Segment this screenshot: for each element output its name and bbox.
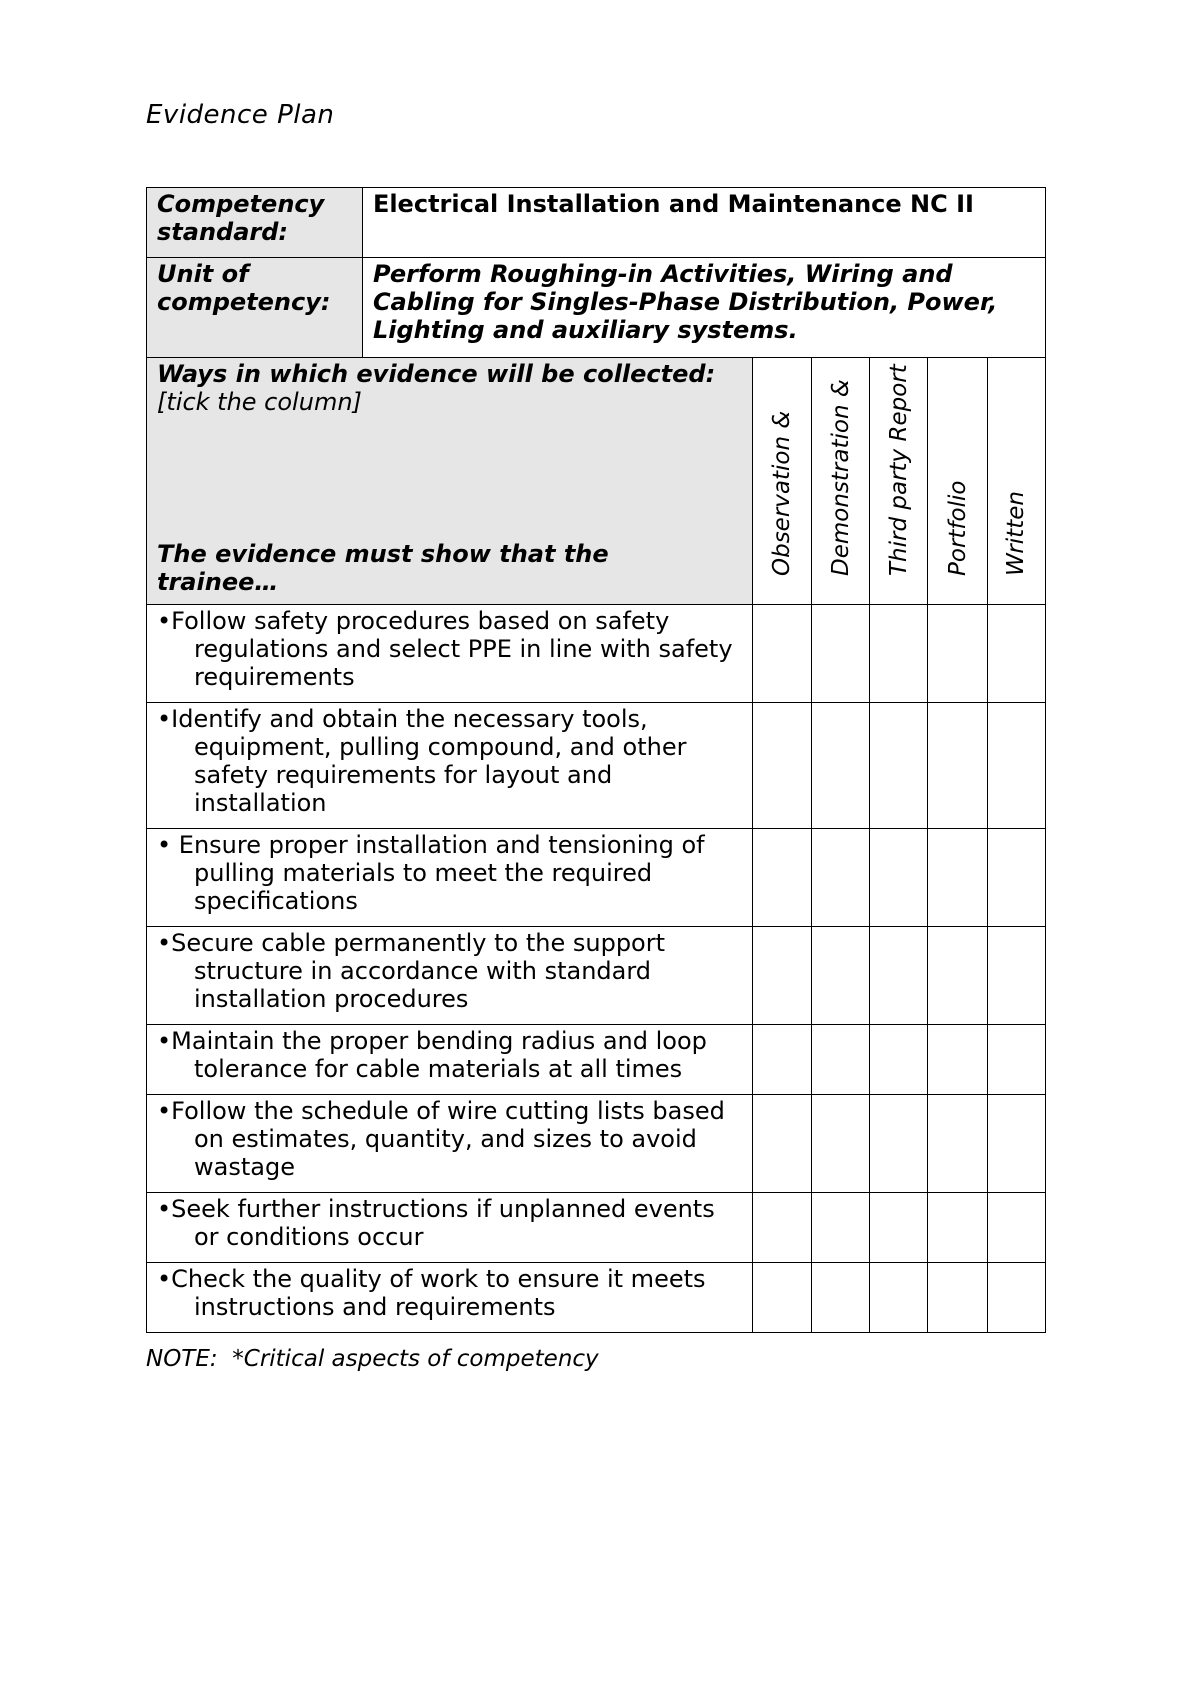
method-header-third-party-report — [870, 358, 928, 605]
tick-box-demonstration[interactable] — [811, 1263, 869, 1333]
evidence-item-cell — [147, 605, 753, 703]
tick-box-portfolio[interactable] — [928, 605, 987, 703]
tick-box-observation[interactable] — [752, 927, 811, 1025]
evidence-row — [147, 1095, 1046, 1193]
tick-box-written[interactable] — [987, 1025, 1045, 1095]
tick-instruction: [tick the column] — [157, 388, 362, 416]
evidence-row — [147, 927, 1046, 1025]
evidence-item-text: •Seek further instructions if unplanned events or conditions occur — [157, 1195, 715, 1251]
collection-methods-heading: Ways in which evidence will be collected: — [157, 360, 716, 388]
method-label: Portfolio — [944, 480, 971, 576]
evidence-row — [147, 1025, 1046, 1095]
evidence-item-text: •Maintain the proper bending radius and loop tolerance for cable materials at all times — [157, 1027, 707, 1083]
tick-box-demonstration[interactable] — [811, 927, 869, 1025]
tick-box-portfolio[interactable] — [928, 927, 987, 1025]
tick-box-third-party-report[interactable] — [870, 1193, 928, 1263]
evidence-item-cell — [147, 1025, 753, 1095]
evidence-header-row — [147, 358, 1046, 605]
tick-box-observation[interactable] — [752, 605, 811, 703]
tick-box-written[interactable] — [987, 927, 1045, 1025]
evidence-item-text: •Follow the schedule of wire cutting lists based on estimates, quantity, and sizes to avoid wastage — [157, 1097, 725, 1181]
evidence-item-cell — [147, 927, 753, 1025]
evidence-item-text: •Secure cable permanently to the support structure in accordance with standard installation procedures — [157, 929, 666, 1013]
method-header-portfolio — [928, 358, 987, 605]
evidence-item-text: •Follow safety procedures based on safety regulations and select PPE in line with safety requirements — [157, 607, 733, 691]
evidence-row — [147, 829, 1046, 927]
evidence-row — [147, 1263, 1046, 1333]
tick-box-portfolio[interactable] — [928, 1025, 987, 1095]
tick-box-observation[interactable] — [752, 703, 811, 829]
tick-box-written[interactable] — [987, 703, 1045, 829]
tick-box-third-party-report[interactable] — [870, 927, 928, 1025]
tick-box-portfolio[interactable] — [928, 703, 987, 829]
tick-box-observation[interactable] — [752, 1193, 811, 1263]
tick-box-demonstration[interactable] — [811, 1025, 869, 1095]
tick-box-observation[interactable] — [752, 1263, 811, 1333]
tick-box-portfolio[interactable] — [928, 1193, 987, 1263]
evidence-header-cell — [147, 358, 753, 605]
tick-box-portfolio[interactable] — [928, 829, 987, 927]
tick-box-third-party-report[interactable] — [870, 1025, 928, 1095]
tick-box-written[interactable] — [987, 1193, 1045, 1263]
method-label: Written — [1003, 491, 1030, 576]
evidence-row — [147, 605, 1046, 703]
tick-box-written[interactable] — [987, 1095, 1045, 1193]
evidence-plan-table — [146, 187, 1046, 1333]
evidence-item-cell — [147, 1263, 753, 1333]
evidence-row — [147, 703, 1046, 829]
tick-box-third-party-report[interactable] — [870, 1095, 928, 1193]
tick-box-observation[interactable] — [752, 1095, 811, 1193]
critical-aspects-note: NOTE: *Critical aspects of competency — [146, 1346, 599, 1372]
tick-box-demonstration[interactable] — [811, 703, 869, 829]
page-title: Evidence Plan — [146, 100, 335, 130]
tick-box-written[interactable] — [987, 1263, 1045, 1333]
method-header-demonstration — [811, 358, 869, 605]
tick-box-third-party-report[interactable] — [870, 829, 928, 927]
tick-box-demonstration[interactable] — [811, 829, 869, 927]
method-label: Observation & — [768, 410, 795, 576]
tick-box-observation[interactable] — [752, 829, 811, 927]
evidence-item-cell — [147, 703, 753, 829]
competency-standard-label: Competency standard: — [147, 188, 363, 258]
competency-standard-value: Electrical Installation and Maintenance NC II — [362, 188, 1045, 258]
tick-box-written[interactable] — [987, 605, 1045, 703]
unit-of-competency-value: Perform Roughing-in Activities, Wiring and Cabling for Singles-Phase Distribution, Power, Lighting and auxiliary systems. — [362, 258, 1045, 358]
evidence-item-cell — [147, 829, 753, 927]
evidence-item-cell — [147, 1095, 753, 1193]
tick-box-portfolio[interactable] — [928, 1263, 987, 1333]
method-label: Demonstration & — [827, 379, 854, 576]
evidence-row — [147, 1193, 1046, 1263]
tick-box-third-party-report[interactable] — [870, 1263, 928, 1333]
tick-box-portfolio[interactable] — [928, 1095, 987, 1193]
method-header-written — [987, 358, 1045, 605]
method-header-observation — [752, 358, 811, 605]
evidence-item-text: •Check the quality of work to ensure it meets instructions and requirements — [157, 1265, 706, 1321]
unit-of-competency-label: Unit of competency: — [147, 258, 363, 358]
tick-box-demonstration[interactable] — [811, 1095, 869, 1193]
evidence-item-cell — [147, 1193, 753, 1263]
tick-box-third-party-report[interactable] — [870, 605, 928, 703]
evidence-must-show-heading: The evidence must show that the trainee… — [157, 540, 609, 596]
unit-of-competency-row — [147, 258, 1046, 358]
competency-standard-row — [147, 188, 1046, 258]
tick-box-demonstration[interactable] — [811, 1193, 869, 1263]
evidence-item-text: •Identify and obtain the necessary tools, equipment, pulling compound, and other safety requirements for layout and installation — [157, 705, 687, 817]
tick-box-observation[interactable] — [752, 1025, 811, 1095]
evidence-item-text: • Ensure proper installation and tensioning of pulling materials to meet the required specifications — [157, 831, 705, 915]
method-label: Third party Report — [885, 364, 912, 576]
tick-box-demonstration[interactable] — [811, 605, 869, 703]
tick-box-third-party-report[interactable] — [870, 703, 928, 829]
tick-box-written[interactable] — [987, 829, 1045, 927]
